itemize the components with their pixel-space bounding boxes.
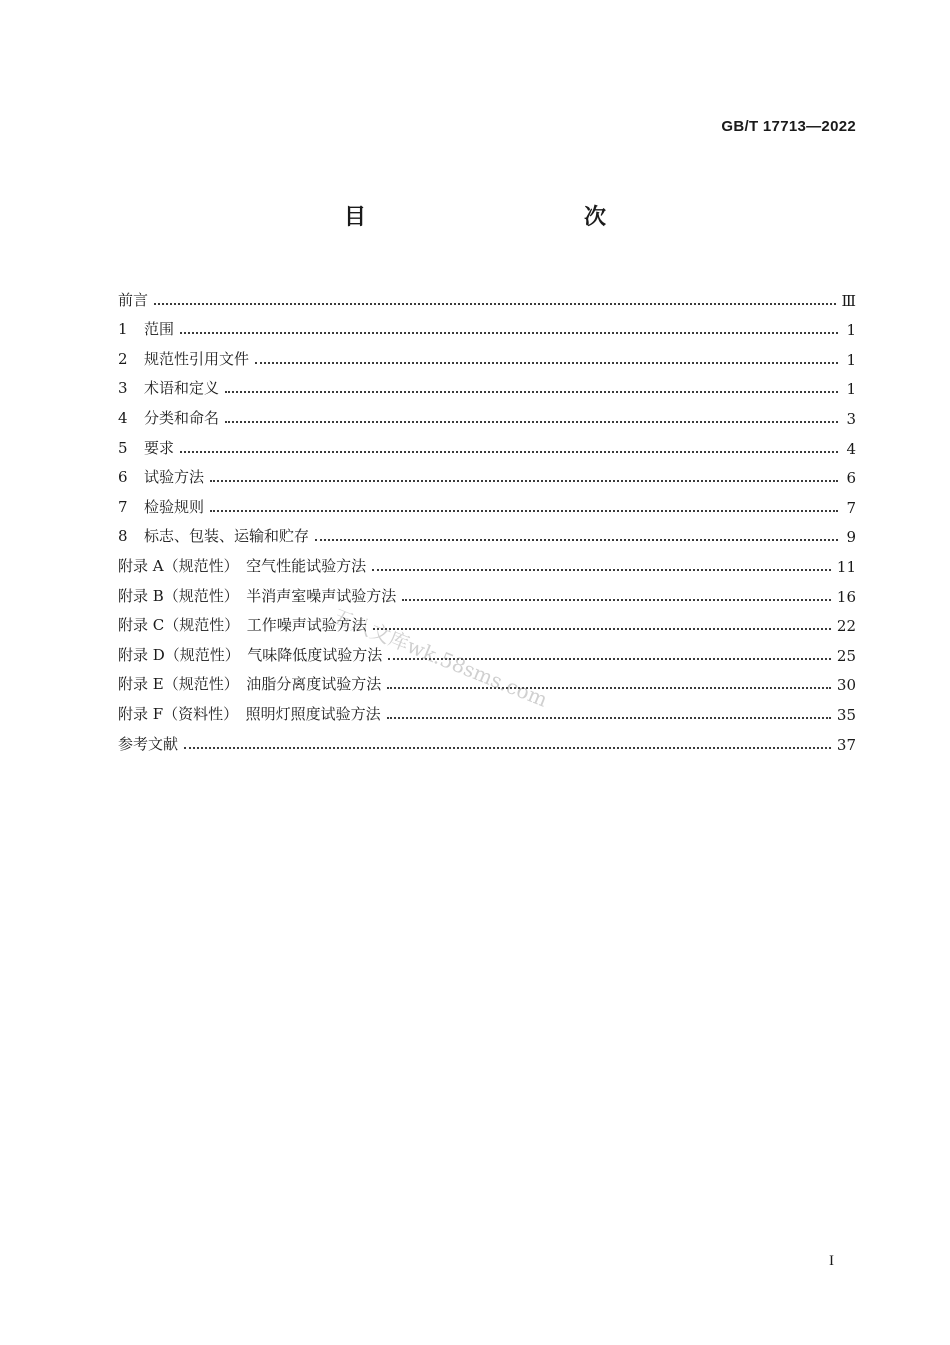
toc-entry-label: 附录 A（规范性） 空气性能试验方法 — [118, 556, 367, 575]
toc-entry-number: 6 — [118, 468, 128, 487]
toc-entry-label: 附录 C（规范性） 工作噪声试验方法 — [118, 616, 367, 635]
toc-entry-text: 分类和命名 — [144, 408, 220, 427]
toc-entry-label — [118, 437, 180, 458]
toc-entry-page: 16 — [836, 587, 856, 606]
toc-entry-page: 37 — [836, 735, 856, 754]
table-of-contents — [118, 280, 856, 754]
toc-title: 目 次 — [343, 205, 664, 230]
toc-entry-text: 规范性引用文件 — [144, 349, 250, 368]
toc-entry-text: 试验方法 — [144, 468, 205, 487]
toc-leader-dots — [388, 658, 831, 660]
toc-leader-dots — [225, 421, 838, 423]
toc-entry-8[interactable] — [118, 517, 856, 547]
toc-entry-number: 5 — [118, 438, 128, 457]
toc-entry-text: 标志、包装、运输和贮存 — [144, 527, 310, 546]
toc-leader-dots — [154, 303, 836, 305]
toc-entry-page: 6 — [846, 469, 856, 488]
toc-entry-annex-f[interactable] — [118, 694, 856, 724]
toc-entry-label — [118, 348, 255, 369]
toc-entry-label: 参考文献 — [118, 734, 179, 753]
toc-entry-label — [118, 407, 225, 428]
toc-leader-dots — [372, 569, 831, 571]
toc-entry-3[interactable] — [118, 369, 856, 399]
toc-entry-2[interactable] — [118, 339, 856, 369]
toc-entry-1[interactable] — [118, 310, 856, 340]
toc-leader-dots — [210, 480, 838, 482]
toc-entry-foreword[interactable] — [118, 280, 856, 310]
toc-entry-page: 30 — [836, 676, 856, 695]
toc-entry-page: 11 — [836, 557, 856, 576]
toc-entry-5[interactable] — [118, 428, 856, 458]
toc-entry-page: 7 — [846, 498, 856, 517]
toc-entry-page: 25 — [836, 646, 856, 665]
toc-entry-page: 9 — [846, 528, 856, 547]
toc-entry-label: 附录 B（规范性） 半消声室噪声试验方法 — [118, 586, 397, 605]
toc-entry-label: 附录 D（规范性） 气味降低度试验方法 — [118, 645, 383, 664]
toc-leader-dots — [225, 391, 838, 393]
toc-entry-annex-c[interactable] — [118, 606, 856, 636]
toc-leader-dots — [387, 717, 831, 719]
toc-leader-dots — [315, 539, 838, 541]
toc-entry-label — [118, 377, 225, 398]
toc-leader-dots — [373, 628, 831, 630]
toc-entry-text: 检验规则 — [144, 497, 205, 516]
toc-entry-text: 要求 — [144, 438, 175, 457]
toc-entry-7[interactable] — [118, 487, 856, 517]
toc-entry-page: 1 — [846, 350, 856, 369]
toc-entry-number: 7 — [118, 497, 128, 516]
toc-entry-label — [118, 525, 315, 546]
page-number: I — [829, 1253, 834, 1269]
toc-entry-label: 附录 E（规范性） 油脂分离度试验方法 — [118, 675, 382, 694]
toc-leader-dots — [210, 510, 838, 512]
toc-entry-annex-e[interactable] — [118, 665, 856, 695]
toc-leader-dots — [402, 599, 831, 601]
toc-leader-dots — [180, 451, 838, 453]
toc-leader-dots — [184, 747, 831, 749]
toc-entry-label — [118, 318, 180, 339]
toc-entry-number: 2 — [118, 349, 128, 368]
toc-entry-number: 4 — [118, 408, 128, 427]
toc-entry-page: 22 — [836, 617, 856, 636]
toc-entry-page: 4 — [846, 439, 856, 458]
toc-entry-label: 附录 F（资料性） 照明灯照度试验方法 — [118, 704, 381, 723]
watermark: 五八文库wk.58sms.com — [329, 603, 551, 712]
toc-entry-6[interactable] — [118, 458, 856, 488]
toc-entry-label: 前言 — [118, 290, 149, 309]
toc-entry-label — [118, 466, 210, 487]
toc-leader-dots — [180, 332, 838, 334]
toc-entry-annex-d[interactable] — [118, 635, 856, 665]
toc-entry-page: Ⅲ — [841, 291, 856, 310]
toc-entry-number: 3 — [118, 379, 128, 398]
toc-entry-bibliography[interactable] — [118, 724, 856, 754]
toc-entry-4[interactable] — [118, 398, 856, 428]
standard-code: GB/T 17713—2022 — [721, 118, 856, 135]
toc-leader-dots — [387, 687, 831, 689]
toc-entry-number: 8 — [118, 527, 128, 546]
toc-entry-annex-a[interactable] — [118, 546, 856, 576]
toc-entry-number: 1 — [118, 320, 128, 339]
toc-entry-text: 范围 — [144, 320, 175, 339]
toc-leader-dots — [255, 362, 838, 364]
toc-entry-annex-b[interactable] — [118, 576, 856, 606]
toc-entry-label — [118, 496, 210, 517]
toc-entry-page: 1 — [846, 380, 856, 399]
toc-entry-page: 1 — [846, 321, 856, 340]
toc-entry-text: 术语和定义 — [144, 379, 220, 398]
toc-entry-page: 35 — [836, 705, 856, 724]
toc-entry-page: 3 — [846, 409, 856, 428]
